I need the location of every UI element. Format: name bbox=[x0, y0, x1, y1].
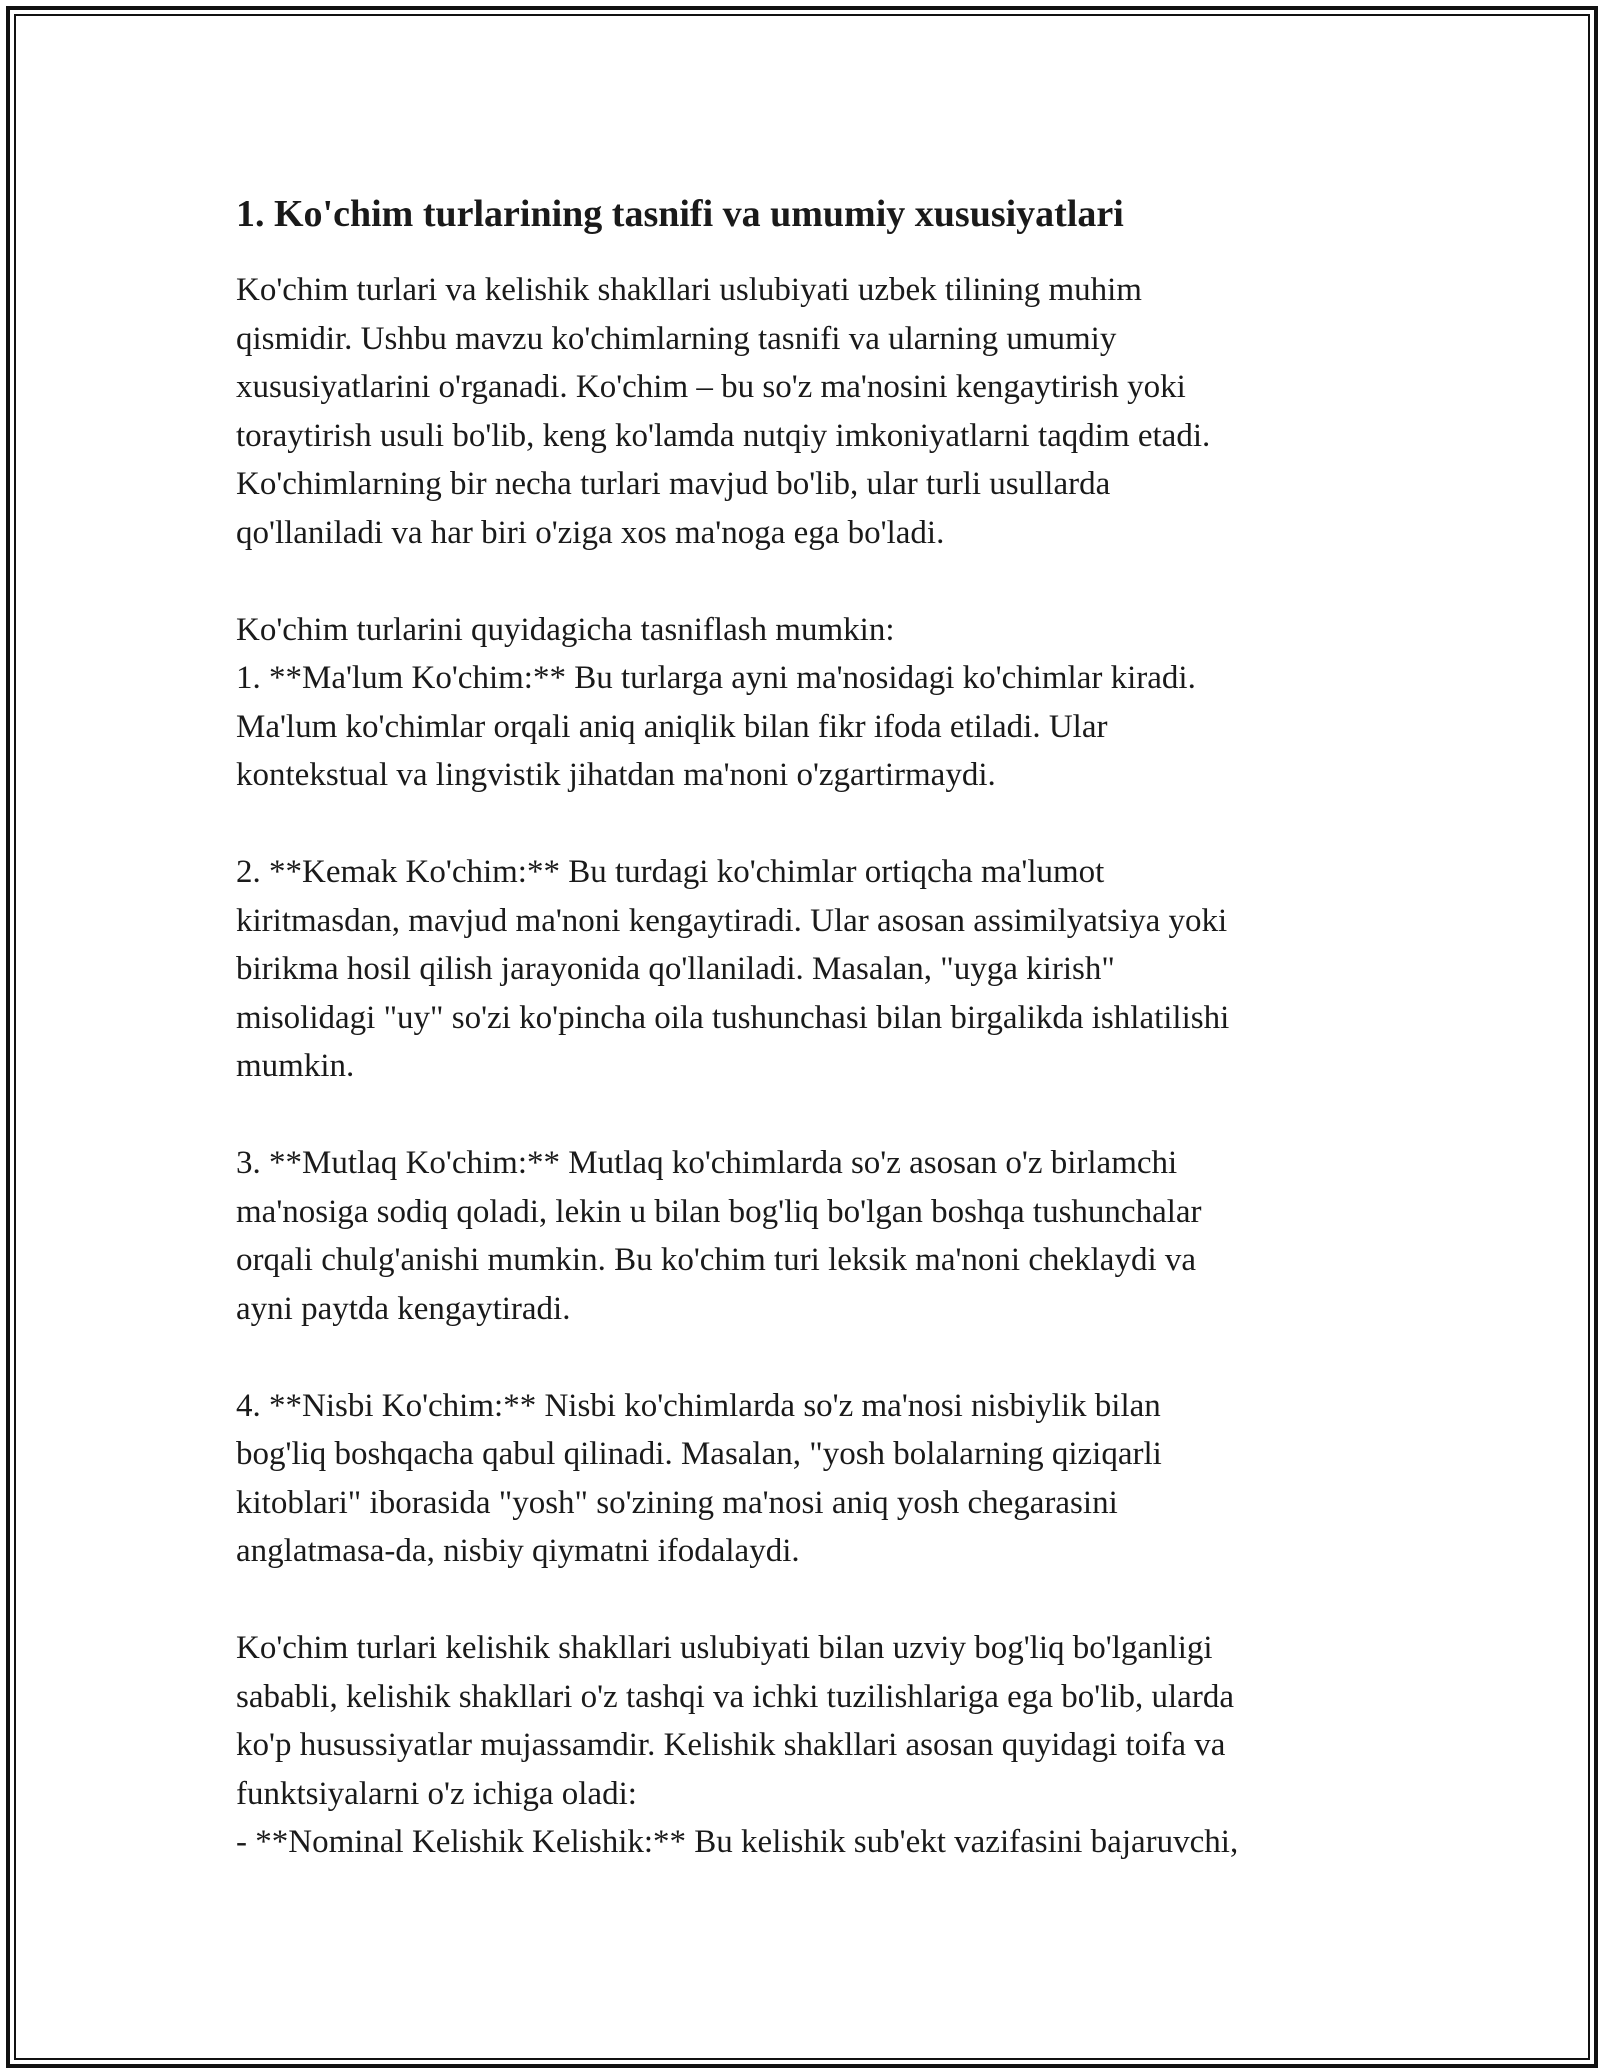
document-body bbox=[236, 190, 1376, 1867]
paragraph-kemak: 2. **Kemak Ko'chim:** Bu turdagi ko'chimlar ortiqcha ma'lumot kiritmasdan, mavjud ma'noni kengaytiradi. Ular asosan assimilyatsiya yoki birikma hosil qilish jarayonida qo'llaniladi. Masalan, "uyga kirish" misolidagi "uy" so'zi ko'pincha oila tushunchasi bilan birgalikda ishlatilishi mumkin. bbox=[236, 854, 1230, 1084]
paragraph-classification: Ko'chim turlarini quyidagicha tasniflash mumkin: 1. **Ma'lum Ko'chim:** Bu turlarga ayni ma'nosidagi ko'chimlar kiradi. Ma'lum ko'chimlar orqali aniq aniqlik bilan fikr ifoda etiladi. Ular kontekstual va lingvistik jihatdan ma'noni o'zgartirmaydi. bbox=[236, 611, 1196, 793]
paragraph-spacer bbox=[236, 1333, 1376, 1382]
paragraph-spacer bbox=[236, 1091, 1376, 1140]
paragraph-intro: Ko'chim turlari va kelishik shakllari uslubiyati uzbek tilining muhim qismidir. Ushbu mavzu ko'chimlarning tasnifi va ularning umumiy xususiyatlarini o'rganadi. Ko'chim – bu so'z ma'nosini kengaytirish yoki toraytirish usuli bo'lib, keng ko'lamda nutqiy imkoniyatlarni taqdim etadi. Ko'chimlarning bir necha turlari mavjud bo'lib, ular turli usullarda qo'llaniladi va har biri o'ziga xos ma'noga ega bo'ladi. bbox=[236, 272, 1211, 551]
paragraph-spacer bbox=[236, 557, 1376, 606]
paragraph-spacer bbox=[236, 1576, 1376, 1625]
paragraph-spacer bbox=[236, 800, 1376, 849]
paragraph-kelishik: Ko'chim turlari kelishik shakllari uslubiyati bilan uzviy bog'liq bo'lganligi sababli, kelishik shakllari o'z tashqi va ichki tuzilishlariga ega bo'lib, ularda ko'p husussiyatlar mujassamdir. Kelishik shakllari asosan quyidagi toifa va funktsiyalarni o'z ichiga oladi: - **Nominal Kelishik Kelishik:** Bu kelishik sub'ekt vazifasini bajaruvchi, bbox=[236, 1630, 1239, 1860]
paragraph-mutlaq: 3. **Mutlaq Ko'chim:** Mutlaq ko'chimlarda so'z asosan o'z birlamchi ma'nosiga sodiq qoladi, lekin u bilan bog'liq bo'lgan boshqa tushunchalar orqali chulg'anishi mumkin. Bu ko'chim turi leksik ma'noni cheklaydi va ayni paytda kengaytiradi. bbox=[236, 1145, 1202, 1327]
paragraph-nisbi: 4. **Nisbi Ko'chim:** Nisbi ko'chimlarda so'z ma'nosi nisbiylik bilan bog'liq boshqacha qabul qilinadi. Masalan, "yosh bolalarning qiziqarli kitoblari" iborasida "yosh" so'zining ma'nosi aniq yosh chegarasini anglatmasa-da, nisbiy qiymatni ifodalaydi. bbox=[236, 1387, 1162, 1569]
section-title: 1. Ko'chim turlarining tasnifi va umumiy xususiyatlari bbox=[236, 193, 1124, 235]
